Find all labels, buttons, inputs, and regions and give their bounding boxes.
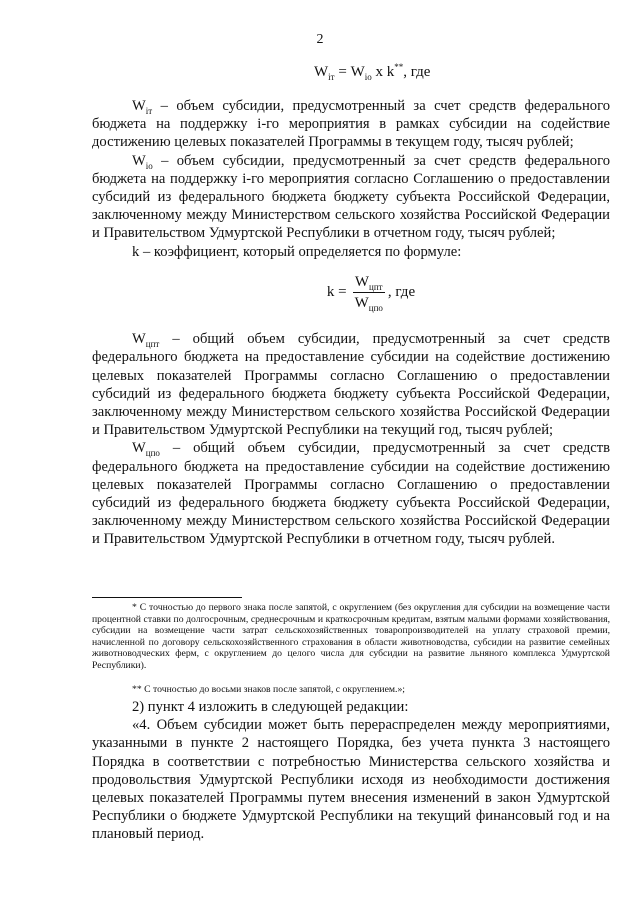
- amendment-item-2: 2) пункт 4 изложить в следующей редакции:: [132, 699, 409, 715]
- denominator-subscript: цпо: [368, 303, 383, 314]
- definition-symbol: W: [132, 152, 146, 169]
- denominator-symbol: W: [354, 295, 369, 312]
- footnote-2: [92, 684, 610, 696]
- formula-tail: , где: [403, 64, 431, 80]
- definition-symbol: W: [132, 331, 146, 348]
- amendment-clause-4: «4. Объем субсидии может быть перераспределен между мероприятиями, указанными в пункте 2 настоящего Порядка, без учета пункта 3 настоящего Порядка в соответствии с потребностью Министерства сельского хозяйства и продовольствия Удмуртской Республики исходя из необходимости достижения целевых показателей Программы путем внесения изменений в закон Удмуртской Республики о бюджете Удмуртской Республики на текущий финансовый год и на плановый период.: [92, 717, 610, 843]
- definition-subscript: цпо: [145, 448, 160, 459]
- formula-equals: =: [334, 64, 351, 80]
- definition-wcpt: [92, 330, 610, 439]
- definition-wio: [92, 152, 610, 243]
- definition-text: – общий объем субсидии, предусмотренный за счет средств федерального бюджета на предоставление субсидии на содействие достижению целевых показателей Программы согласно Соглашению о предоставлении субсидий из федерального бюджета бюджету субъекта Российской Федерации, заключенному между Министерством сельского хозяйства Российской Федерации и Правительством Удмуртской Республики на текущий год, тысяч рублей;: [92, 331, 610, 439]
- definition-wcpo: [92, 439, 610, 548]
- definition-subscript: цпт: [145, 339, 160, 350]
- formula-wit: [314, 64, 430, 81]
- definition-subscript: iт: [145, 105, 153, 116]
- footnote-1-text: * С точностью до первого знака после запятой, с округлением (без округления для субсидии на возмещение части процентной ставки по долгосрочным, среднесрочным и краткосрочным кредитам, взятым малыми формами хозяйствования, субсидии на возмещение части затрат сельскохозяйственных товаропроизводителей на уплату страховой премии, начисленной по договору сельскохозяйственного страхования в области животноводства, субсидии на развитие семейных животноводческих ферм, с округлением до целого числа для субсидии на развитие льняного комплекса Удмуртской Республики).: [92, 602, 610, 671]
- formula-w-symbol: W: [314, 64, 329, 80]
- definition-symbol: W: [132, 98, 146, 114]
- definition-subscript: iо: [145, 160, 153, 171]
- document-body: [92, 97, 610, 549]
- formula-rhs-subscript: iо: [364, 72, 372, 82]
- formula-times-k: x k: [371, 64, 395, 80]
- numerator-symbol: W: [354, 273, 370, 290]
- amendment-section: [92, 698, 610, 844]
- definition-text: – объем субсидии, предусмотренный за счет средств федерального бюджета на поддержку i-го мероприятия в рамках субсидии на содействие достижению целевых показателей Программы в текущем году, тысяч рублей;: [92, 98, 610, 151]
- formula-k-tail: , где: [387, 284, 416, 301]
- footnote-separator: [92, 597, 242, 598]
- formula-footnote-mark: **: [394, 62, 404, 72]
- definition-symbol: W: [132, 440, 146, 457]
- formula-w-symbol-2: W: [350, 64, 365, 80]
- formula-lhs-subscript: iт: [328, 72, 335, 82]
- formula-fraction: [353, 273, 385, 312]
- footnote-1: [92, 602, 610, 672]
- definition-wit: [92, 97, 610, 152]
- definition-text: – общий объем субсидии, предусмотренный за счет средств федерального бюджета на предоставление субсидии на содействие достижению целевых показателей Программы согласно Соглашению о предоставлении субсидий из федерального бюджета бюджету субъекта Российской Федерации, заключенному между Министерством сельского хозяйства Российской Федерации и Правительством Удмуртской Республики в отчетном году, тысяч рублей.: [92, 440, 610, 548]
- definition-text: – объем субсидии, предусмотренный за счет средств федерального бюджета на поддержку i-го мероприятия согласно Соглашению о предоставлении субсидий из федерального бюджета бюджету субъекта Российской Федерации, заключенному между Министерством сельского хозяйства Российской Федерации и Правительством Удмуртской Республики в отчетном году, тысяч рублей;: [92, 152, 610, 242]
- formula-k-lhs: k =: [326, 284, 347, 301]
- numerator-subscript: цпт: [369, 281, 383, 292]
- fraction-numerator: [353, 273, 385, 293]
- page-number: 2: [316, 32, 324, 47]
- fraction-denominator: [353, 293, 385, 312]
- footnote-2-text: ** С точностью до восьми знаков после запятой, с округлением.»;: [132, 684, 405, 695]
- definition-k: k – коэффициент, который определяется по формуле:: [132, 243, 462, 260]
- formula-k: [92, 273, 610, 312]
